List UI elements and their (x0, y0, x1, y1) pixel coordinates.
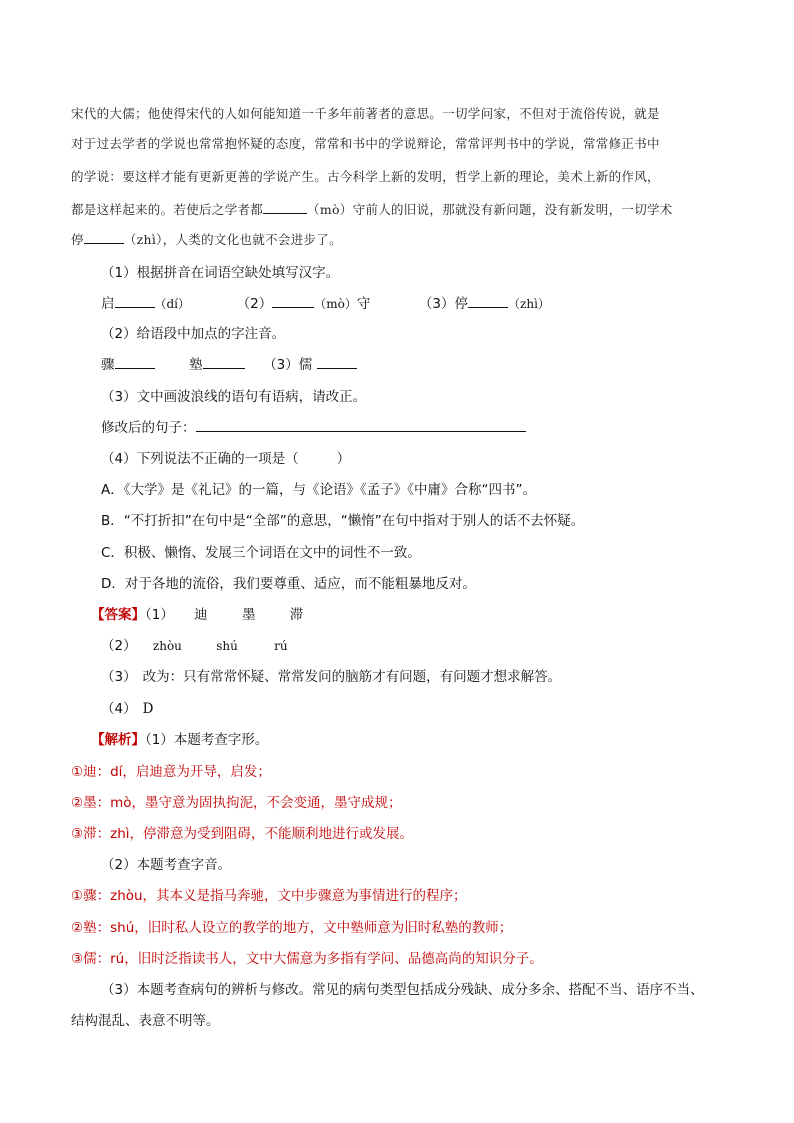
passage-line-2: 对于过去学者的学说也常常抱怀疑的态度，常常和书中的学说辩论，常常评判书中的学说，常常修正书中 (71, 136, 660, 151)
answer-num-1: （1） (145, 607, 174, 623)
answer-line-4 (101, 697, 153, 717)
passage-text: 都是这样起来的。若使后之学者都 (71, 202, 264, 217)
pinyin-hint: （zhì） (123, 232, 163, 247)
q1-char-c: 停 (454, 296, 469, 312)
analysis-line-3b: 结构混乱、表意不明等。 (71, 1013, 220, 1029)
answer-pinyin: zhòu (152, 639, 182, 653)
analysis-line-3a: （3）本题考查病句的辨析与修改。常见的病句类型包括成分残缺、成分多余、搭配不当、语序不当、 (101, 982, 704, 998)
option-b: B．“不打折扣”在句中是“全部”的意思，“懒惰”在句中指对于别人的话不去怀疑。 (101, 513, 585, 529)
passage-line-5 (71, 229, 342, 248)
analysis-label: 【解析】 (91, 732, 145, 748)
answer-num-4: （4） (101, 701, 137, 717)
pinyin-hint: （mò） (314, 297, 357, 311)
q3-label: 修改后的句子： (101, 420, 196, 436)
answer-char: 墨 (241, 607, 256, 623)
fill-blank[interactable] (203, 354, 245, 369)
fill-blank[interactable] (468, 293, 508, 308)
passage-line-4 (71, 199, 673, 218)
passage-line-3: 的学说：要这样才能有更新更善的学说产生。古今科学上新的发明，哲学上新的理论，美术上新的作风， (71, 169, 660, 184)
question-1: （1）根据拼音在词语空缺处填写汉字。 (101, 265, 340, 281)
analysis-red-5: ②塾：shú，旧时私人设立的教学的地方，文中塾师意为旧时私塾的教师； (71, 920, 513, 936)
answer-line-1 (91, 603, 303, 623)
q1-char-b: 守 (356, 296, 371, 312)
q2-char-a: 骤 (101, 357, 115, 373)
analysis-red-3: ③滞：zhì，停滞意为受到阻碍，不能顺利地进行或发展。 (71, 826, 413, 842)
analysis-red-4: ①骤：zhòu，其本义是指马奔驰，文中步骤意为事情进行的程序； (71, 888, 467, 904)
q1-item-num-2: （2） (236, 296, 273, 312)
answer-char: 滞 (289, 607, 304, 623)
answer-num-3: （3） (101, 669, 137, 685)
answer-line-3 (101, 665, 561, 685)
analysis-text: （1）本题考查字形。 (145, 732, 269, 748)
analysis-red-6: ③儒：rú，旧时泛指读书人，文中大儒意为多指有学问、品德高尚的知识分子。 (71, 951, 543, 967)
answer-label: 【答案】 (91, 607, 145, 623)
option-c: C．积极、懒惰、发展三个词语在文中的词性不一致。 (101, 545, 421, 561)
q1-item-num-3: （3） (418, 296, 455, 312)
q1-char-a: 启 (101, 296, 115, 312)
answer-num-2: （2） (101, 638, 137, 654)
fill-blank[interactable] (263, 199, 307, 214)
analysis-line-1 (91, 728, 268, 748)
question-4 (101, 447, 350, 467)
q2-char-b: 塾 (189, 357, 203, 373)
q2-char-c: 儒 (298, 357, 313, 373)
answer-line-2 (101, 634, 288, 654)
q4-text: （4）下列说法不正确的一项是（ (101, 451, 299, 467)
fill-blank[interactable] (115, 293, 155, 308)
question-2: （2）给语段中加点的字注音。 (101, 326, 286, 342)
answer-pinyin: shú (216, 639, 238, 653)
answer-text-3: 改为：只有常常怀疑、常常发问的脑筋才有问题，有问题才想求解答。 (142, 669, 562, 685)
question-2-items (101, 353, 357, 373)
fill-blank[interactable] (115, 354, 155, 369)
option-d: D．对于各地的流俗，我们要尊重、适应，而不能粗暴地反对。 (101, 576, 476, 592)
q2-item-num-3: （3） (263, 357, 299, 373)
pinyin-hint: （zhì） (508, 297, 550, 311)
answer-char: 迪 (194, 607, 208, 623)
answer-text-4: D (142, 701, 154, 717)
question-1-items (101, 292, 550, 312)
analysis-red-2: ②墨：mò，墨守意为固执拘泥，不会变通，墨守成规； (71, 795, 402, 811)
question-3-answer-line (101, 416, 526, 436)
passage-line-1: 宋代的大儒；他使得宋代的人如何能知道一千多年前著者的意思。一切学问家，不但对于流俗传说，就是 (71, 106, 660, 121)
question-3: （3）文中画波浪线的语句有语病，请改正。 (101, 389, 367, 405)
fill-blank[interactable] (317, 354, 357, 369)
pinyin-hint: （mò） (307, 202, 353, 217)
passage-text: 守前人的旧说，那就没有新问题，没有新发明，一切学术 (352, 202, 673, 217)
analysis-line-2: （2）本题考查字音。 (101, 857, 232, 873)
option-a: A．《大学》是《礼记》的一篇，与《论语》《孟子》《中庸》合称“四书”。 (101, 482, 536, 498)
passage-text: ，人类的文化也就不会进步了。 (162, 232, 342, 247)
passage-text: 停 (71, 232, 84, 247)
q4-paren-close: ） (336, 451, 351, 467)
answer-pinyin: rú (274, 639, 288, 653)
answer-blank[interactable] (196, 417, 526, 432)
analysis-red-1: ①迪：dí，启迪意为开导，启发； (71, 764, 271, 780)
fill-blank[interactable] (272, 293, 314, 308)
fill-blank[interactable] (84, 229, 124, 244)
pinyin-hint: （dí） (154, 297, 191, 311)
